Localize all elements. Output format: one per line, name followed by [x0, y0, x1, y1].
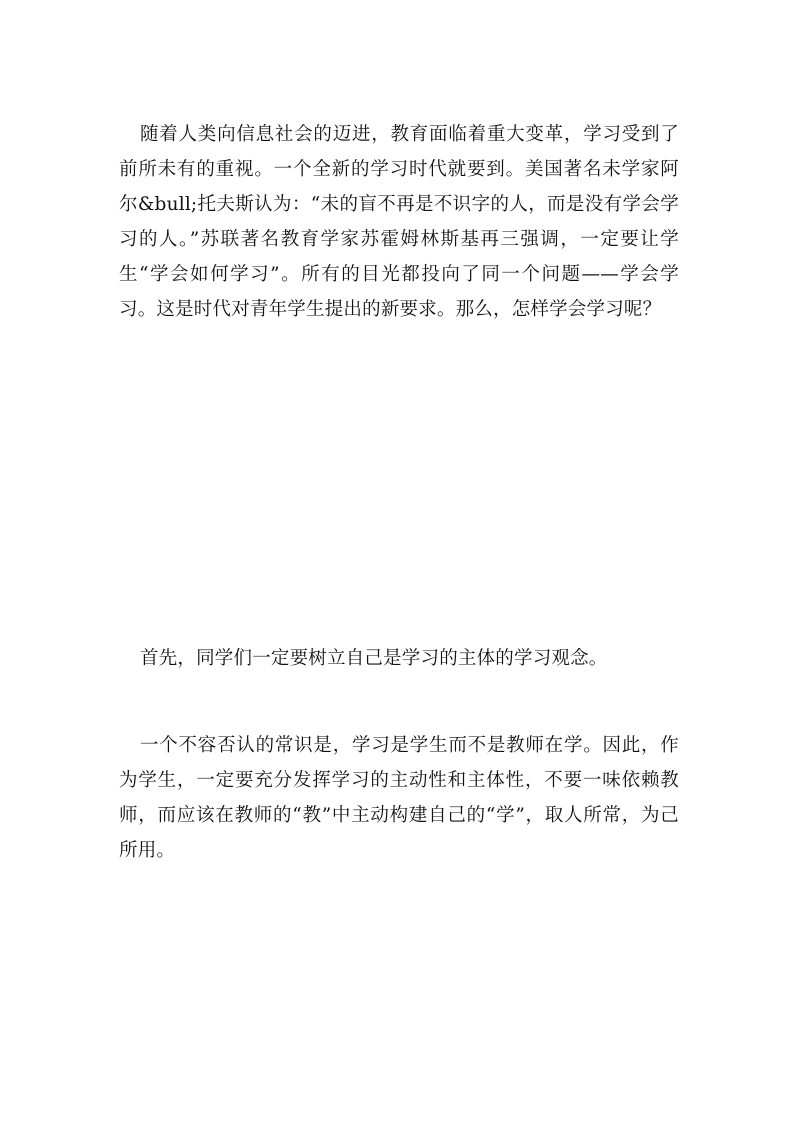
paragraph-explanation: 一个不容否认的常识是，学习是学生而不是教师在学。因此，作为学生，一定要充分发挥学习的主动性和主体性，不要一味依赖教师，而应该在教师的“教”中主动构建自己的“学”，取人所常，为己所用。	[119, 735, 679, 861]
paragraph-intro: 随着人类向信息社会的迈进，教育面临着重大变革，学习受到了前所未有的重视。一个全新的学习时代就要到。美国著名未学家阿尔&bull;托夫斯认为：“未的盲不再是不识字的人，而是没有学会学习的人。”苏联著名教育学家苏霍姆林斯基再三强调，一定要让学生“学会如何学习”。所有的目光都投向了同一个问题——学会学习。这是时代对青年学生提出的新要求。那么，怎样学会学习呢？	[119, 124, 679, 320]
paragraph-first-point: 首先，同学们一定要树立自己是学习的主体的学习观念。	[140, 648, 608, 669]
